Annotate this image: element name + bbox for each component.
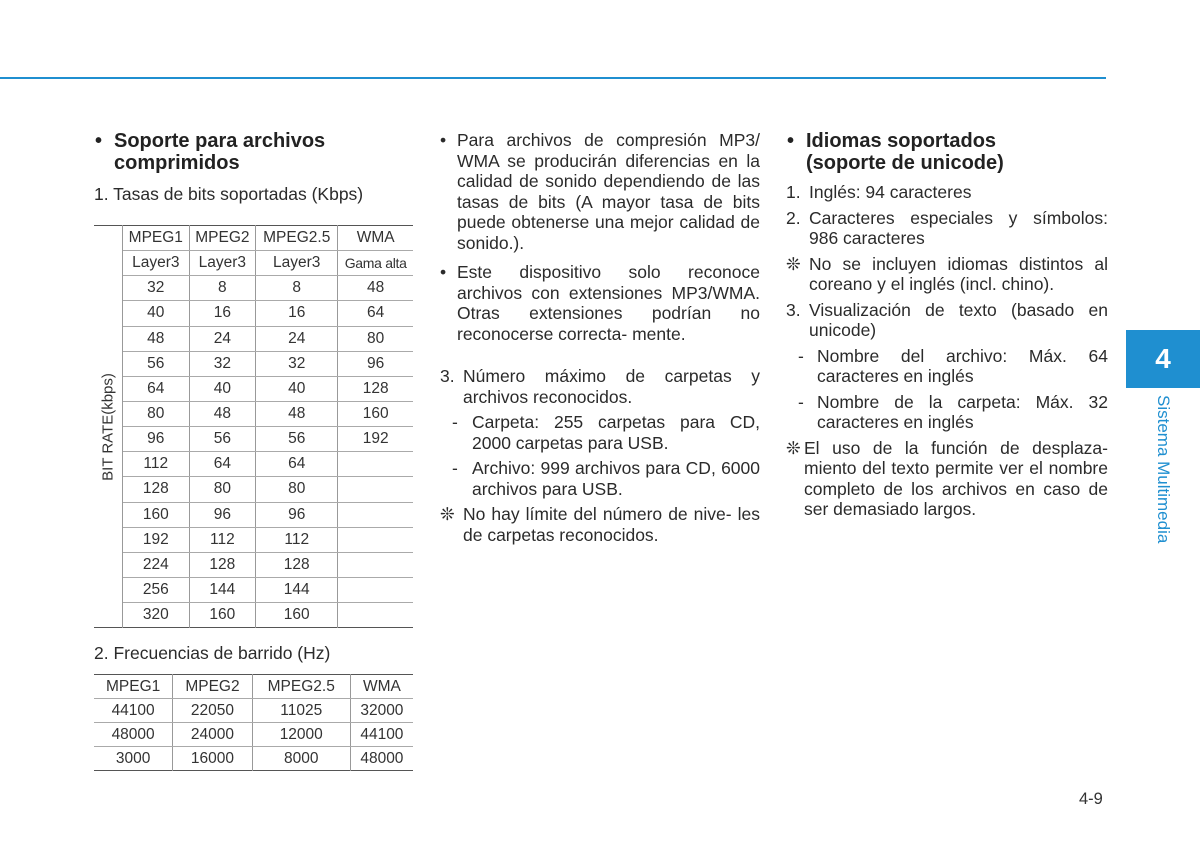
- table-cell: 24: [256, 326, 338, 351]
- table-cell: MPEG2.5: [252, 675, 350, 699]
- table-row: [94, 527, 413, 552]
- table-cell: [338, 577, 413, 602]
- table-row: [94, 351, 413, 376]
- table-row: [94, 723, 413, 747]
- table-cell: 112: [123, 452, 190, 477]
- table-cell: 160: [189, 603, 256, 628]
- table-cell: 80: [123, 401, 190, 426]
- bullet-item-bitrate-quality: [440, 130, 760, 253]
- table-cell: 16000: [173, 747, 252, 771]
- table-row: [94, 699, 413, 723]
- table-cell: Gama alta: [338, 251, 413, 276]
- table-cell: 112: [256, 527, 338, 552]
- table-cell: 24000: [173, 723, 252, 747]
- table-row: [94, 502, 413, 527]
- table-cell: 256: [123, 577, 190, 602]
- table-cell: Layer3: [256, 251, 338, 276]
- table-cell: 3000: [115, 749, 151, 767]
- table-row: [94, 747, 413, 771]
- table-cell: 48: [189, 401, 256, 426]
- item-number: 2.: [786, 207, 801, 228]
- table-cell: 56: [189, 427, 256, 452]
- sub-item-text: Nombre del archivo: Máx. 64 caracteres en inglés: [817, 345, 1108, 386]
- table-cell: 8: [189, 276, 256, 301]
- table-cell: 16: [256, 301, 338, 326]
- table-cell: 64: [123, 376, 190, 401]
- table-cell: MPEG2: [173, 675, 252, 699]
- item-number: 3.: [440, 366, 455, 386]
- table-cell: 48000: [350, 747, 413, 771]
- item-number: 1.: [786, 182, 801, 202]
- numbered-item-special-chars: [786, 208, 1108, 249]
- bullet-item-extensions: [440, 262, 760, 344]
- bullet-marker: •: [440, 262, 447, 282]
- bitrate-side-label-cell: [94, 226, 123, 628]
- column-languages: [786, 130, 1108, 525]
- table-cell: 320: [123, 603, 190, 628]
- bitrate-axis-label: BIT RATE(kbps): [99, 372, 117, 481]
- table-cell: 80: [256, 477, 338, 502]
- note-scroll-text: [786, 438, 1108, 520]
- bitrate-table-title: 1. Tasas de bits soportadas (Kbps): [94, 184, 364, 204]
- numbered-item-max-folders: [440, 366, 760, 407]
- item-number: 3.: [786, 299, 801, 320]
- note-text: No se incluyen idiomas distintos al coreano y el inglés (incl. chino).: [809, 253, 1108, 294]
- numbered-item-text-display: [786, 300, 1108, 341]
- numbered-item-english: [786, 182, 1108, 203]
- section-heading-compressed: [94, 130, 414, 174]
- table-cell: 48000: [94, 723, 173, 747]
- table-row: [94, 301, 413, 326]
- table-cell: 56: [256, 427, 338, 452]
- table-cell: 24: [189, 326, 256, 351]
- table-cell: Layer3: [189, 251, 256, 276]
- table-row: [94, 577, 413, 602]
- table-cell: 96: [123, 427, 190, 452]
- sub-item-text: Nombre de la carpeta: Máx. 32 caracteres en inglés: [817, 391, 1108, 432]
- chapter-number-tab: 4: [1126, 330, 1200, 388]
- table-cell: 96: [338, 351, 413, 376]
- table-row: [94, 603, 413, 628]
- note-text: No hay límite del número de nive- les de carpetas reconocidos.: [463, 504, 760, 545]
- dash-marker: -: [798, 345, 804, 366]
- table-cell: 56: [123, 351, 190, 376]
- dash-marker: -: [798, 391, 804, 412]
- table-cell: Layer3: [123, 251, 190, 276]
- page-number: 4-9: [1079, 790, 1103, 808]
- chapter-title-text: Sistema Multimedia: [1154, 395, 1173, 544]
- frequency-table: [94, 674, 413, 771]
- dash-marker: -: [452, 458, 458, 478]
- item-text: Número máximo de carpetas y archivos reconocidos.: [463, 366, 760, 407]
- sub-item-file-name: [786, 346, 1108, 387]
- table-row: [94, 477, 413, 502]
- table-cell: 8000: [252, 747, 350, 771]
- note-unsupported-languages: [786, 254, 1108, 295]
- sub-item-text: Archivo: 999 archivos para CD, 6000 archivos para USB.: [472, 458, 760, 499]
- table-cell: 64: [338, 301, 413, 326]
- table-cell: 144: [256, 577, 338, 602]
- table-cell: 128: [123, 477, 190, 502]
- table-cell: 48: [256, 401, 338, 426]
- table-cell: 128: [338, 376, 413, 401]
- sub-item-text: Carpeta: 255 carpetas para CD, 2000 carpetas para USB.: [472, 412, 760, 453]
- table-cell: 160: [256, 603, 338, 628]
- heading-text: Soporte para archivos comprimidos: [114, 130, 326, 174]
- table-cell: WMA: [350, 675, 413, 699]
- table-cell: 112: [189, 527, 256, 552]
- table-cell: 22050: [173, 699, 252, 723]
- sub-item-folders: [440, 412, 760, 453]
- table-row: [94, 427, 413, 452]
- table-cell: 64: [189, 452, 256, 477]
- top-rule: [0, 77, 1106, 79]
- column-mp3-notes: [440, 130, 760, 550]
- table-cell: 40: [256, 376, 338, 401]
- table-cell: [338, 603, 413, 628]
- table-row: [94, 376, 413, 401]
- heading-line: (soporte de unicode): [806, 152, 1004, 174]
- table-cell: [338, 502, 413, 527]
- table-cell: 192: [123, 527, 190, 552]
- bullet-text: Para archivos de compresión MP3/ WMA se producirán diferencias en la calidad de sonido dependiendo de las tasas de bits (A mayor tasa de bits puede obtenerse una mejor calidad de sonido.).: [457, 130, 760, 253]
- table-cell: MPEG2.5: [256, 226, 338, 251]
- note-mark-icon: ❊: [440, 504, 455, 524]
- table-cell: 64: [256, 452, 338, 477]
- table-row: [94, 226, 413, 251]
- table-cell: 40: [189, 376, 256, 401]
- table-cell: 48: [338, 276, 413, 301]
- table-cell: MPEG1: [94, 675, 173, 699]
- sub-item-folder-name: [786, 392, 1108, 433]
- table-cell: 16: [189, 301, 256, 326]
- table-cell: 192: [338, 427, 413, 452]
- table-cell: 12000: [252, 723, 350, 747]
- heading-line: Idiomas soportados: [806, 130, 997, 152]
- bullet-text: Este dispositivo solo reconoce archivos con extensiones MP3/WMA. Otras extensiones podrían no reconocerse correcta- mente.: [457, 262, 760, 344]
- table-cell: 160: [123, 502, 190, 527]
- table-cell: 80: [189, 477, 256, 502]
- note-mark-icon: ❊: [786, 253, 801, 274]
- table-cell: 144: [189, 577, 256, 602]
- table-cell: MPEG1: [123, 226, 190, 251]
- sub-item-files: [440, 458, 760, 499]
- table-cell: 160: [338, 401, 413, 426]
- table-cell: 32000: [350, 699, 413, 723]
- freq-table-title: 2. Frecuencias de barrido (Hz): [94, 643, 331, 663]
- note-text: El uso de la función de desplaza- miento del texto permite ver el nombre completo de los archivos en caso de ser demasiado largos.: [804, 437, 1108, 519]
- table-cell: 40: [123, 301, 190, 326]
- table-cell: 80: [338, 326, 413, 351]
- item-text: Inglés: 94 caracteres: [809, 182, 972, 202]
- table-cell: MPEG2: [189, 226, 256, 251]
- table-cell: [338, 452, 413, 477]
- table-row: [94, 276, 413, 301]
- bullet-marker: •: [440, 130, 447, 150]
- bullet-marker: •: [787, 130, 795, 152]
- item-text: Visualización de texto (basado en unicode): [809, 299, 1108, 340]
- table-row: [94, 326, 413, 351]
- table-row: [94, 552, 413, 577]
- note-folder-levels: [440, 504, 760, 545]
- item-text: Caracteres especiales y símbolos: 986 caracteres: [809, 207, 1108, 248]
- column-compressed-files: [94, 130, 414, 204]
- section-heading-languages: [786, 130, 1108, 174]
- table-cell: 44100: [350, 723, 413, 747]
- table-row: [94, 675, 413, 699]
- table-cell: 32: [123, 276, 190, 301]
- table-cell: 96: [256, 502, 338, 527]
- table-cell: 44100: [94, 699, 173, 723]
- table-cell: [338, 477, 413, 502]
- table-cell: 32: [256, 351, 338, 376]
- bullet-marker: •: [95, 130, 103, 152]
- table-cell: 128: [189, 552, 256, 577]
- chapter-title-vertical: [1151, 395, 1175, 565]
- table-row: [94, 452, 413, 477]
- table-row: [94, 251, 413, 276]
- table-cell: 48: [123, 326, 190, 351]
- table-cell: WMA: [338, 226, 413, 251]
- table-cell: [338, 552, 413, 577]
- table-cell: 224: [123, 552, 190, 577]
- table-cell: 128: [256, 552, 338, 577]
- table-row: [94, 401, 413, 426]
- table-cell: 96: [189, 502, 256, 527]
- note-mark-icon: ❊: [786, 437, 801, 458]
- dash-marker: -: [452, 412, 458, 432]
- table-cell: 8: [256, 276, 338, 301]
- table-cell: [338, 527, 413, 552]
- table-cell: 32: [189, 351, 256, 376]
- table-cell: 11025: [252, 699, 350, 723]
- bitrate-table: [94, 225, 413, 628]
